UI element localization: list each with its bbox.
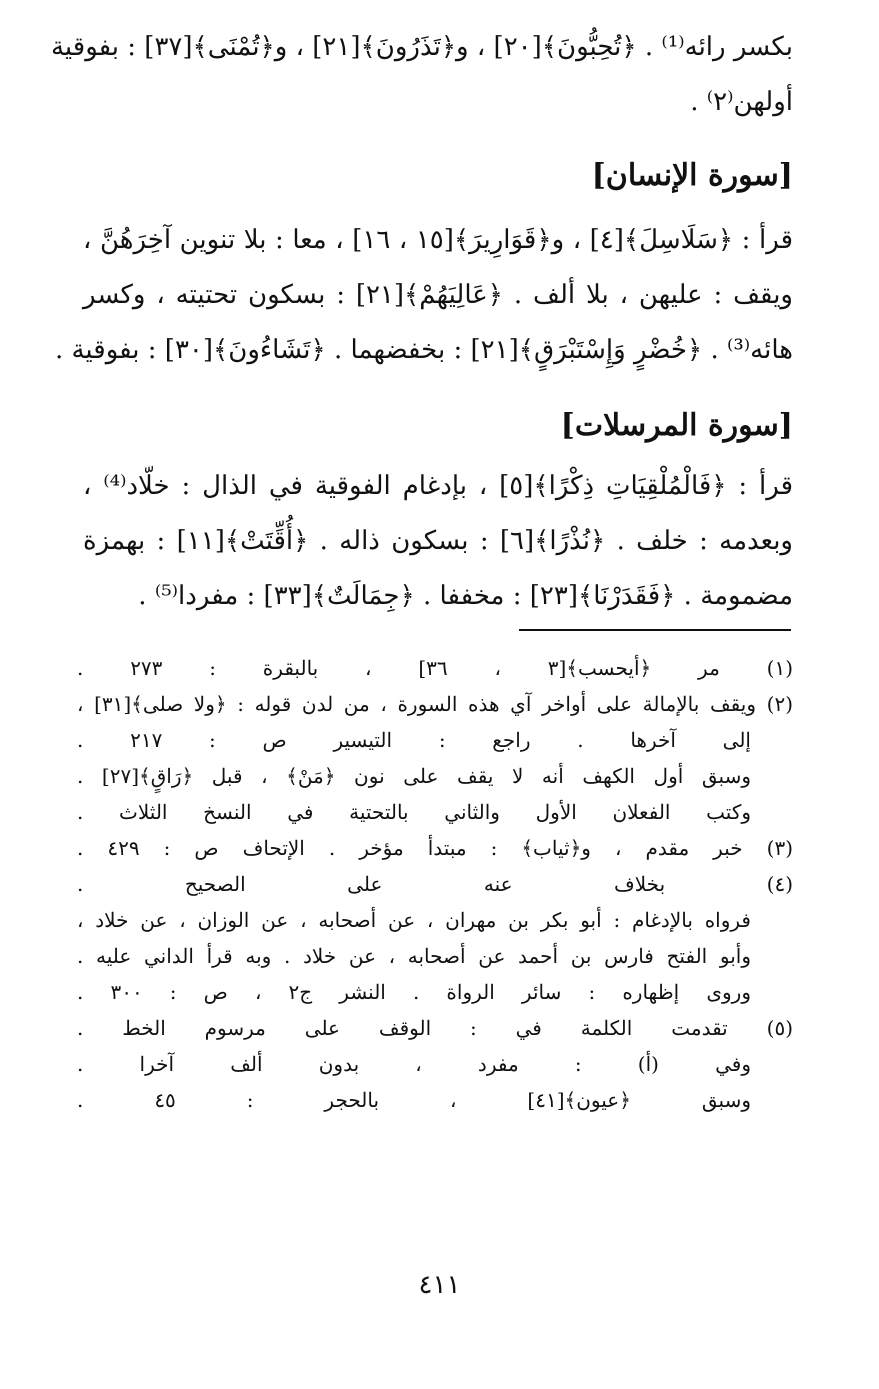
footnote-line: وفي (أ) : مفرد ، بدون ألف آخرا . [77,1052,751,1076]
footnote-line: فرواه بالإدغام : أبو بكر بن مهران ، عن أصحابه ، عن الوزان ، عن خلاد ، [77,908,751,932]
footnote-line: (٥) تقدمت الكلمة في : الوقف على مرسوم الخط . [77,1016,793,1040]
footnote-line: وكتب الفعلان الأول والثاني بالتحتية في النسخ الثلاث . [77,800,751,824]
footnote-line: (٣) خبر مقدم ، و﴿ثياب﴾ : مبتدأ مؤخر . الإتحاف ص : ٤٢٩ . [77,836,794,860]
footnote-line: (١) مر ﴿أيحسب﴾[٣ ، ٣٦] ، بالبقرة : ٢٧٣ . [77,656,793,680]
text-line: أولهن⁽٢⁾ . [690,87,793,117]
section-paragraph-insan [54,213,793,378]
text-line: قرأ : ﴿سَلَاسِلَ﴾[٤] ، و﴿قَوَارِيرَ﴾[١٥ ، ١٦] ، معا : بلا تنوين آخِرَهُنَّ ، [83,225,793,255]
footnote-line: وأبو الفتح فارس بن أحمد عن أصحابه ، عن خلاد . وبه قرأ الداني عليه . [77,944,751,968]
section-paragraph-mursalat [83,459,793,624]
text-line: وبعدمه : خلف . ﴿نُذْرًا﴾[٦] : بسكون ذاله . ﴿أُقِّتَتْ﴾[١١] : بهمزة [83,526,793,556]
text-line: بكسر رائه⁽¹⁾ . ﴿تُحِبُّونَ﴾[٢٠] ، و﴿تَذَرُونَ﴾[٢١] ، و﴿تُمْنَى﴾[٣٧] : بفوقية [50,32,793,62]
section-heading-insan: [سورة الإنسان] [591,158,793,193]
footnote-divider [519,629,791,631]
text-line: هائه⁽³⁾ . ﴿خُضْرٍ وَإِسْتَبْرَقٍ﴾[٢١] : بخفضهما . ﴿تَشَاءُونَ﴾[٣٠] : بفوقية . [54,335,793,365]
footnote-line: وسبق أول الكهف أنه لا يقف على نون ﴿مَنْ﴾ ، قبل ﴿رَاقٍ﴾[٢٧] . [77,764,751,788]
footnotes [77,650,793,1118]
text-line: قرأ : ﴿فَالْمُلْقِيَاتِ ذِكْرًا﴾[٥] ، بإدغام الفوقية في الذال : خلّاد⁽⁴⁾ ، [83,471,794,501]
text-line: ويقف : عليهن ، بلا ألف . ﴿عَالِيَهُمْ﴾[٢١] : بسكون تحتيته ، وكسر [83,280,793,310]
footnote-line: (٤) بخلاف عنه على الصحيح . [77,872,793,896]
footnote-line: وسبق ﴿عيون﴾[٤١] ، بالحجر : ٤٥ . [77,1088,751,1112]
opening-paragraph [50,20,793,130]
page-number: ٤١١ [418,1270,461,1300]
text-line: مضمومة . ﴿فَقَدَرْنَا﴾[٢٣] : مخففا . ﴿جِمَالَتٌ﴾[٣٣] : مفردا⁽⁵⁾ . [138,581,793,611]
footnote-line: إلى آخرها . راجع : التيسير ص : ٢١٧ . [77,728,751,752]
footnote-line: (٢) ويقف بالإمالة على أواخر آي هذه السورة ، من لدن قوله : ﴿ولا صلى﴾[٣١] ، [77,692,793,716]
section-heading-mursalat: [سورة المرسلات] [560,408,793,443]
footnote-line: وروى إظهاره : سائر الرواة . النشر ج٢ ، ص : ٣٠٠ . [77,980,751,1004]
